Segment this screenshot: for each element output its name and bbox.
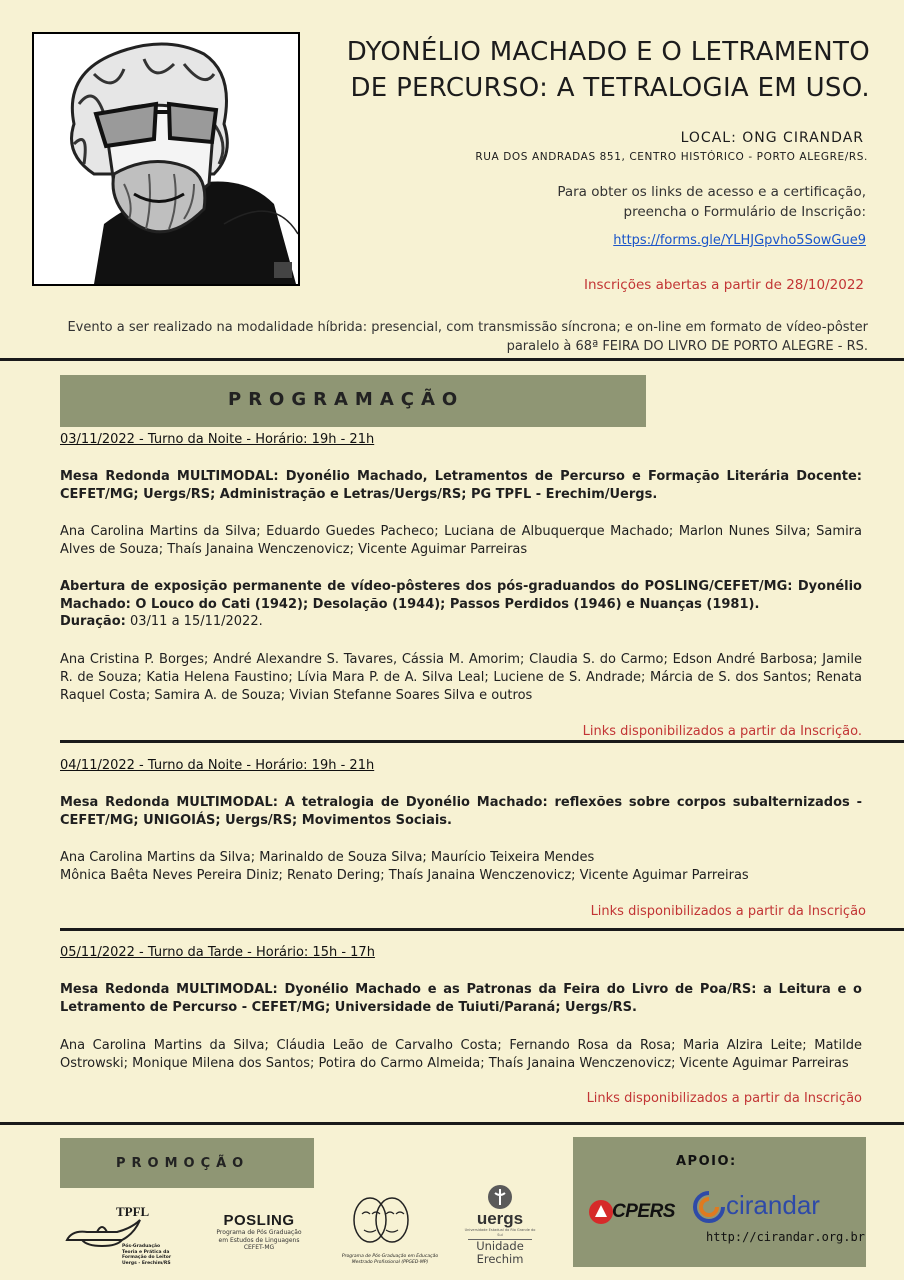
uergs-unit-line-1: Unidade	[476, 1239, 524, 1253]
section-2-participants-line-2: Mônica Baêta Neves Pereira Diniz; Renato Dering; Thaís Janaina Wenczenovicz; Vicente Aguimar Parreiras	[60, 868, 749, 883]
section-2-participants	[60, 849, 862, 885]
tpfl-sub-3: Uergs - Erechim/RS	[122, 1260, 171, 1266]
forms-instructions	[446, 182, 866, 222]
registration-form-link[interactable]: https://forms.gle/YLHJGpvho5SowGue9	[613, 233, 866, 248]
uergs-unit-line-2: Erechim	[476, 1252, 524, 1266]
hybrid-event-note	[40, 318, 868, 356]
section-1-exposicao: Abertura de exposição permanente de vídeo-pôsteres dos pós-graduandos do POSLING/CEFET/MG: Dyonélio Machado: O Louco do Cati (1942); Desolação (1944); Passos Perdidos (1946) e Nuanças (1981).	[60, 579, 862, 612]
section-3-links-notice: Links disponibilizados a partir da Inscrição	[586, 1091, 862, 1106]
uergs-logo	[464, 1184, 536, 1270]
duracao-value: 03/11 a 15/11/2022.	[125, 614, 263, 629]
promocao-title: PROMOÇÃO	[116, 1156, 250, 1171]
faces-drawing-icon	[346, 1190, 416, 1252]
section-2-divider	[60, 928, 904, 931]
ppged-logo	[330, 1190, 450, 1272]
posling-sub-3: CEFET-MG	[243, 1244, 275, 1251]
uergs-unit	[464, 1240, 536, 1266]
duracao-label: Duração:	[60, 614, 126, 629]
cirandar-url[interactable]: http://cirandar.org.br	[706, 1230, 865, 1244]
apoio-title: APOIO:	[676, 1154, 737, 1169]
ppged-sub-2: Mestrado Profissional (PPGED-MP)	[351, 1259, 429, 1265]
venue-address: RUA DOS ANDRADAS 851, CENTRO HISTÓRICO - PORTO ALEGRE/RS.	[475, 151, 868, 163]
title-line-2: DE PERCURSO: A TETRALOGIA EM USO.	[350, 73, 870, 103]
event-title	[330, 34, 870, 106]
section-1-divider	[60, 740, 904, 743]
programacao-title: PROGRAMAÇÃO	[228, 389, 465, 410]
section-2-links-notice: Links disponibilizados a partir da Inscrição	[590, 904, 866, 919]
cpers-name: CPERS	[612, 1201, 675, 1222]
section-1-links-notice: Links disponibilizados a partir da Inscrição.	[582, 724, 862, 739]
uergs-name: uergs	[476, 1209, 524, 1228]
posling-sub-1: Programa de Pós Graduação	[216, 1229, 302, 1236]
cpers-logo	[588, 1196, 680, 1230]
footer-divider	[0, 1122, 904, 1125]
uergs-emblem-icon	[487, 1184, 513, 1210]
tpfl-name: TPFL	[116, 1204, 150, 1219]
section-3-mesa: Mesa Redonda MULTIMODAL: Dyonélio Machado e as Patronas da Feira do Livro de Poa/RS: a Leitura e o Letramento de Percurso - CEFET/MG; Universidade de Tuiuti/Paraná; Uergs/RS.	[60, 982, 862, 1015]
section-3-date: 05/11/2022 - Turno da Tarde - Horário: 15h - 17h	[60, 945, 375, 960]
cirandar-name: cirandar	[726, 1190, 820, 1220]
portrait-drawing	[34, 34, 298, 284]
section-1-duracao	[60, 613, 862, 631]
tpfl-sub-2: Teoria e Prática da Formação do Leitor	[122, 1249, 172, 1260]
posling-name: POSLING	[223, 1212, 295, 1229]
posling-sub-2: em Estudos de Linguagens	[218, 1236, 300, 1244]
tpfl-logo	[62, 1200, 186, 1270]
tpfl-subtitle	[122, 1244, 186, 1266]
section-1-mesa: Mesa Redonda MULTIMODAL: Dyonélio Machado, Letramentos de Percurso e Formação Literária Docente: CEFET/MG; Uergs/RS; Administração e Letras/Uergs/RS; PG TPFL - Erechim/Uergs.	[60, 469, 862, 502]
author-portrait	[32, 32, 300, 286]
cpers-emblem-icon	[588, 1199, 614, 1225]
section-2-mesa: Mesa Redonda MULTIMODAL: A tetralogia de Dyonélio Machado: reflexões sobre corpos subalternizados - CEFET/MG; UNIGOIÁS; Uergs/RS; Movimentos Sociais.	[60, 795, 862, 828]
section-1-date: 03/11/2022 - Turno da Noite - Horário: 19h - 21h	[60, 432, 375, 447]
hybrid-note-line-1: Evento a ser realizado na modalidade híbrida: presencial, com transmissão síncrona; e on-line em formato de vídeo-pôster	[67, 320, 868, 335]
section-2-participants-line-1: Ana Carolina Martins da Silva; Marinaldo de Souza Silva; Maurício Teixeira Mendes	[60, 850, 595, 865]
tpfl-sub-1: Pós-Graduação	[122, 1244, 161, 1249]
header-divider	[0, 358, 904, 361]
venue-label: LOCAL: ONG CIRANDAR	[680, 130, 864, 146]
section-3-participants: Ana Carolina Martins da Silva; Cláudia Leão de Carvalho Costa; Fernando Rosa da Rosa; Maria Alzira Leite; Matilde Ostrowski; Monique Milena dos Santos; Potira do Carmo Almeida; Thaís Janaina Wenczenovicz; Vicente Aguimar Parreiras	[60, 1038, 862, 1071]
registration-open-notice: Inscrições abertas a partir de 28/10/2022	[583, 277, 864, 293]
section-1-exposicao-participants: Ana Cristina P. Borges; André Alexandre S. Tavares, Cássia M. Amorim; Claudia S. do Carmo; Edson André Barbosa; Jamile R. de Souza; Katia Helena Faustino; Lívia Mara P. de A. Silva Leal; Luciene de S. Andrade; Márcia de S. dos Santos; Renata Raquel Costa; Samira A. de Souza; Vivian Stefanne Soares Silva e outros	[60, 652, 862, 703]
ppged-sub-1: Programa de Pós-Graduação em Educação	[341, 1254, 439, 1259]
forms-instructions-line-1: Para obter os links de acesso e a certificação,	[557, 184, 866, 200]
uergs-fullname: Universidade Estadual do Rio Grande do Sul	[464, 1228, 536, 1237]
section-1-participants: Ana Carolina Martins da Silva; Eduardo Guedes Pacheco; Luciana de Albuquerque Machado; Marlon Nunes Silva; Samira Alves de Souza; Thaís Janaina Wenczenovicz; Vicente Aguimar Parreiras	[60, 524, 862, 557]
ppged-subtitle	[330, 1254, 450, 1265]
posling-subtitle	[214, 1229, 304, 1252]
forms-instructions-line-2: preencha o Formulário de Inscrição:	[623, 204, 866, 220]
title-line-1: DYONÉLIO MACHADO E O LETRAMENTO	[346, 37, 870, 67]
section-2-date: 04/11/2022 - Turno da Noite - Horário: 19h - 21h	[60, 758, 375, 773]
cirandar-logo	[692, 1186, 862, 1230]
hybrid-note-line-2: paralelo à 68ª FEIRA DO LIVRO DE PORTO ALEGRE - RS.	[506, 339, 868, 354]
cirandar-swirl-icon	[692, 1190, 726, 1224]
posling-logo	[214, 1212, 304, 1262]
